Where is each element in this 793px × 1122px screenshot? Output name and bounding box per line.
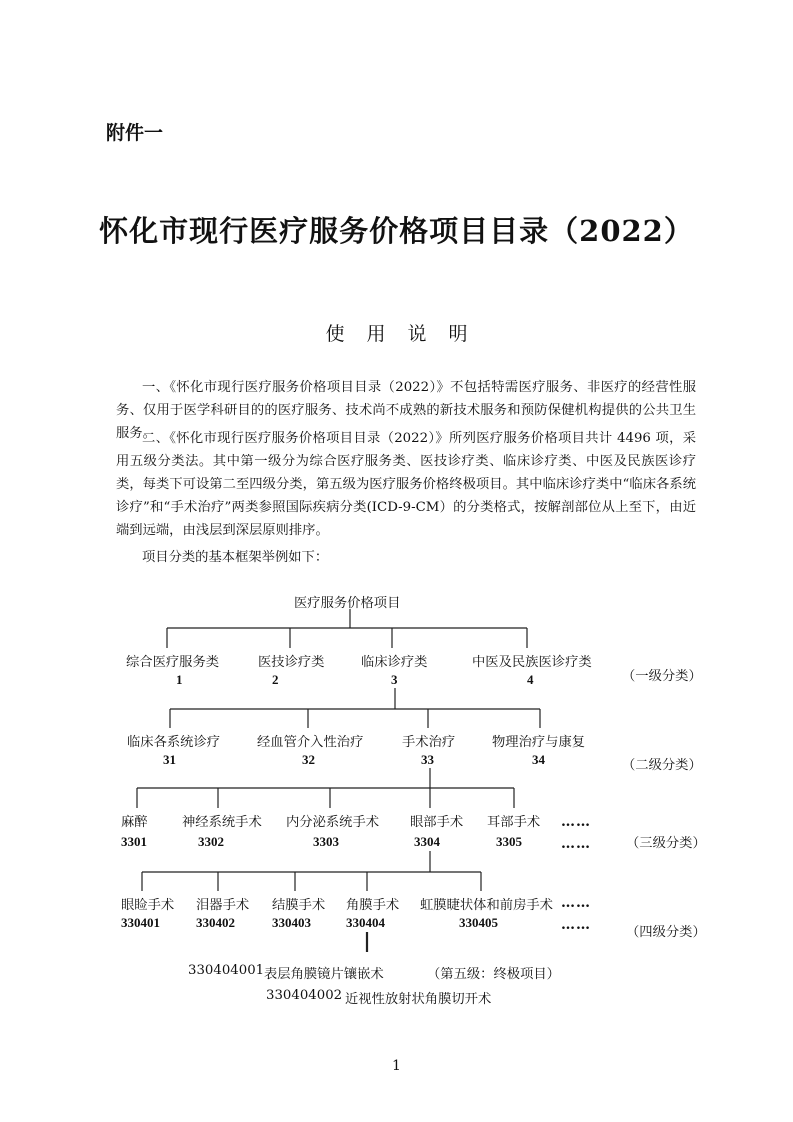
section-subtitle: 使用说明 <box>325 323 490 345</box>
level-label: （二级分类） <box>622 758 702 773</box>
level-label: （第五级：终极项目） <box>427 967 560 982</box>
level2-code: 34 <box>532 752 545 767</box>
level3-code: 3304 <box>414 834 440 849</box>
level4-code: 330402 <box>196 915 235 930</box>
level-label: （三级分类） <box>626 836 706 851</box>
level1-name: 中医及民族医诊疗类 <box>472 655 592 670</box>
level4-name: 眼睑手术 <box>121 898 175 913</box>
ellipsis: …… <box>561 895 591 911</box>
level1-code: 4 <box>527 672 534 687</box>
level4-code: 330404 <box>346 915 385 930</box>
paragraph-3: 项目分类的基本框架举例如下： <box>142 550 329 565</box>
level2-code: 32 <box>302 752 315 767</box>
level4-name: 结膜手术 <box>272 898 326 913</box>
paragraph-1: 一、《怀化市现行医疗服务价格项目目录（2022）》不包括特需医疗服务、非医疗的经营性服务、仅用于医学科研目的的医疗服务、技术尚不成熟的新技术服务和预防保健机构提供的公共卫生服务。 <box>116 380 696 441</box>
level5-name: 表层角膜镜片镶嵌术 <box>264 967 384 982</box>
ellipsis: …… <box>561 814 591 830</box>
level4-code: 330405 <box>459 915 498 930</box>
level2-name: 经血管介入性治疗 <box>257 735 364 750</box>
level4-name: 虹膜睫状体和前房手术 <box>420 898 553 913</box>
ellipsis: …… <box>561 836 591 852</box>
level4-code: 330401 <box>121 915 160 930</box>
level3-name: 耳部手术 <box>487 815 541 830</box>
level3-name: 内分泌系统手术 <box>286 815 380 830</box>
level5-code: 330404002 <box>266 988 343 1003</box>
level1-code: 1 <box>176 672 183 687</box>
level-label: （一级分类） <box>622 669 702 684</box>
document-title: 怀化市现行医疗服务价格项目目录（2022） <box>99 214 694 248</box>
level1-name: 临床诊疗类 <box>361 655 428 670</box>
page-number: 1 <box>392 1058 401 1074</box>
level1-name: 医技诊疗类 <box>258 655 325 670</box>
level2-name: 临床各系统诊疗 <box>127 735 221 750</box>
level3-name: 眼部手术 <box>410 815 464 830</box>
level5-code: 330404001 <box>188 963 265 978</box>
level1-code: 2 <box>272 672 279 687</box>
level3-code: 3305 <box>496 834 522 849</box>
level4-name: 泪器手术 <box>196 898 250 913</box>
level1-code: 3 <box>391 672 398 687</box>
level3-code: 3302 <box>198 834 224 849</box>
level3-name: 麻醉 <box>121 815 148 830</box>
ellipsis: …… <box>561 917 591 933</box>
level4-name: 角膜手术 <box>346 898 400 913</box>
level-label: （四级分类） <box>626 925 706 940</box>
level1-name: 综合医疗服务类 <box>126 655 220 670</box>
level4-code: 330403 <box>272 915 311 930</box>
level2-code: 31 <box>163 752 176 767</box>
attachment-label: 附件一 <box>106 122 164 144</box>
level5-name: 近视性放射状角膜切开术 <box>345 992 492 1007</box>
tree-root: 医疗服务价格项目 <box>294 596 401 611</box>
level3-name: 神经系统手术 <box>182 815 262 830</box>
level2-name: 手术治疗 <box>402 735 456 750</box>
level2-name: 物理治疗与康复 <box>492 735 586 750</box>
level3-code: 3301 <box>121 834 147 849</box>
paragraph-2: 二、《怀化市现行医疗服务价格项目目录（2022）》所列医疗服务价格项目共计 4496 项，采用五级分类法。其中第一级分为综合医疗服务类、医技诊疗类、临床诊疗类、中医及民族医诊疗类，每类下可设第二至四级分类，第五级为医疗服务价格终极项目。其中临床诊疗类中“临床各系统诊疗”和“手术治疗”两类参照国际疾病分类(ICD-9-CM）的分类格式，按解剖部位从上至下，由近端到远端，由浅层到深层原则排序。 <box>116 431 696 538</box>
level2-code: 33 <box>421 752 434 767</box>
level3-code: 3303 <box>313 834 339 849</box>
